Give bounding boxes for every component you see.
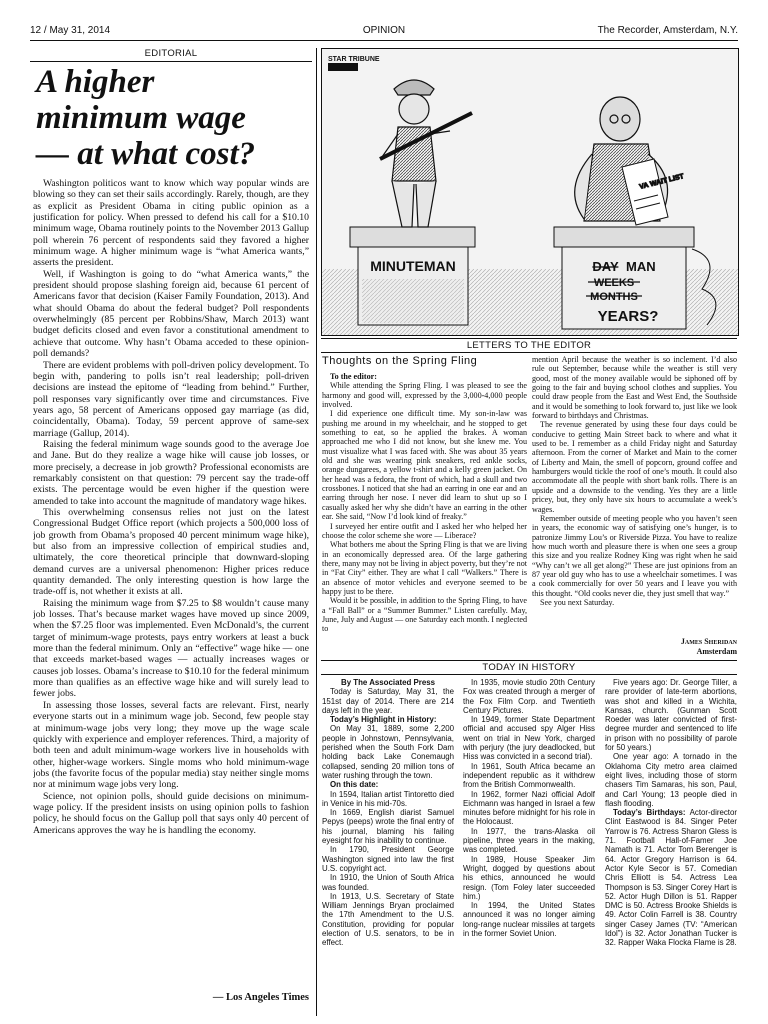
tih-highlight-head: Today’s Highlight in History:	[330, 715, 437, 725]
tih-col-2	[463, 678, 595, 1018]
weeks-label: WEEKS	[593, 277, 635, 289]
tih-entry: In 1935, movie studio 20th Century Fox was created through a merger of the Fox Film Corp. and Twentieth Century Pictures.	[463, 678, 595, 715]
letter-paragraph: See you next Saturday.	[540, 597, 615, 607]
tih-rule-bottom	[321, 674, 737, 675]
months-label: MONTHS	[590, 291, 638, 303]
tih-entry: In 1961, South Africa became an independent republic as it withdrew from the British Commonwealth.	[463, 761, 595, 790]
man-label: MAN	[626, 259, 656, 274]
tih-highlight: On May 31, 1889, some 2,200 people in Johnstown, Pennsylvania, perished when the South Fork Dam holding back Lake Conemaugh collapsed, sending 20 million tons of water rushing through the town.	[322, 724, 454, 780]
letter-paragraph: I did experience one difficult time. My son-in-law was pushing me around in my wheelchair, and he stopped to get something to eat, so he applied the brakes. A woman approached me who I did not know, but she knew me. You must visualize what I was faced with. She was about 35 years old and she was wearing pink sneakers, red ankle socks, orange dungarees, a yellow t-shirt and a kelly green jacket. On her head was a fedora, the front of which, had a skull and two crossbones. I noticed that she had an earring in one ear and an earring through her nose. I never did learn to shut up so I casually asked her why she didn’t have an earring in the other ear. She said, “Now I’d look kind of freaky.”	[322, 409, 527, 522]
tih-intro: Today is Saturday, May 31, the 151st day of 2014. There are 214 days left in the year.	[322, 687, 454, 715]
publication-name: The Recorder, Amsterdam, N.Y.	[597, 25, 738, 36]
tih-entry: In 1989, House Speaker Jim Wright, dogged by questions about his ethics, announced he would resign. (Tom Foley later succeeded him.)	[463, 854, 595, 901]
tih-rule-top	[321, 660, 737, 661]
editorial-paragraph: Science, not opinion polls, should guide decisions on minimum-wage policy. If the president insists on using opinion polls to fashion policy, he should focus on the Gallup poll that says only 40 percent of Americans approves the way he is handling the economy.	[33, 790, 309, 836]
tih-entry: In 1669, English diarist Samuel Pepys (peeps) wrote the final entry of his journal, blaming his failing eyesight for his inability to continue.	[322, 808, 454, 846]
letter-paragraph: Remember outside of meeting people who you haven’t seen in years, the economic way of satisfying one’s hunger, is to patronize Jimmy Lou’s or Riverside Pizza. You have to realize how much worth and pleasure there is when one sees a group this size and you realize Rodney King was right when he said “Why can’t we all get along?” These are just opinions from an 87 year old guy who has to use a wheelchair sometimes. I was a cook commercially for over 50 years and I leave you with this thought. “Old cooks never die, they just smell that way.”	[532, 513, 737, 598]
editorial-paragraph: This overwhelming consensus relies not just on the latest Congressional Budget Office report (which projects a 500,000 loss of job growth from Obama’s proposed 40 percent minimum wage hike), but also from an impressive collection of empirical studies and, ultimately, the core theoretical principle that downward-sloping demand curves are a universal phenomenon: Higher prices reduce quantity demanded. The only interesting question is how large the trade-off is, not whether it exists at all.	[33, 506, 309, 598]
tih-entry: In 1977, the trans-Alaska oil pipeline, three years in the making, was completed.	[463, 826, 595, 855]
tih-birthdays: Actor-director Clint Eastwood is 84. Singer Peter Yarrow is 76. Actress Sharon Gless is 71. Football Hall-of-Famer Joe Namath is 71. Actor Tom Berenger is 64. Actor Gregory Harrison is 64. Actor Kyle Secor is 57. Comedian Chris Elliott is 54. Actress Lea Thompson is 53. Singer Corey Hart is 52. Actor Hugh Dillon is 51. Rapper DMC is 50. Actress Brooke Shields is 49. Actor Colin Farrell is 38. Country singer Casey James (TV: “American Idol”) is 32. Actor Jonathan Tucker is 32. Rapper Waka Flocka Flame is 28.	[605, 808, 737, 948]
letters-rule-top	[321, 338, 737, 339]
letter-paragraph: What bothers me about the Spring Fling is that we are living in an economically depressed area. Of the large gathering there, many may not be living in abject poverty, but they’re not in “Fat City” either. They are what I call “Walkers.” There is an absence of motor vehicles and everyone seemed to be happy just to be there.	[322, 540, 527, 596]
tih-entry: In 1913, U.S. Secretary of State William Jennings Bryan proclaimed the 17th Amendment to the U.S. Constitution, providing for popular election of U.S. senators, to be in effect.	[322, 891, 454, 948]
tih-entry: In 1994, the United States announced it was no longer aiming long-range nuclear missiles at targets in the former Soviet Union.	[463, 901, 595, 939]
cartoon-drawing	[322, 49, 738, 335]
section-name: OPINION	[362, 25, 406, 36]
editorial-headline	[36, 64, 316, 172]
tih-entry: In 1962, former Nazi official Adolf Eichmann was hanged in Israel a few minutes before midnight for his role in the Holocaust.	[463, 789, 595, 827]
tih-byline: By The Associated Press	[341, 678, 435, 687]
letter-signer-town: Amsterdam	[696, 647, 737, 656]
tih-entry: In 1949, former State Department official and accused spy Alger Hiss went on trial in New York, charged with perjury (the jury deadlocked, but Hiss was convicted in a second trial).	[463, 715, 595, 762]
letter-paragraph: Would it be possible, in addition to the Spring Fling, to have a “Fall Ball” or a “Summer Bummer.” Listen carefully. May, June, July and August — one Saturday each month. I neglected to	[322, 596, 527, 634]
tih-entry: In 1790, President George Washington signed into law the first U.S. copyright act.	[322, 845, 454, 873]
tih-col-3	[605, 678, 737, 1018]
tih-col-1	[322, 678, 454, 1018]
letter-paragraph: I surveyed her entire outfit and I asked her who helped her choose the color scheme she wore — Liberace?	[322, 521, 527, 540]
minuteman-label: MINUTEMAN	[370, 258, 456, 274]
letter-signer: James Sheridan	[680, 637, 737, 646]
editorial-paragraph: In assessing those losses, several facts are relevant. First, nearly everyone starts out in a minimum wage job. Second, few people stay at minimum-wage jobs very long; they move up the wage scale quickly with experience and employer references. Third, a majority of both teen and adult minimum-wage workers live in households with other, higher-wage workers. Single moms who hold minimum-wage jobs (the favorite focus of the popular media) stay neither single moms nor at minimum wage jobs very long.	[33, 699, 309, 791]
years-label: YEARS?	[597, 308, 659, 325]
column-divider	[316, 48, 317, 1016]
tih-entry: In 1594, Italian artist Tintoretto died in Venice in his mid-70s.	[322, 789, 454, 808]
editorial-paragraph: Raising the federal minimum wage sounds good to the average Joe and Jane. But do they realize a wage hike will cause job losses, or more precisely, a decrease in job growth? Professional economists are remarkably consistent on that question: 79 percent say the trade-off exists. The percentage would be even higher if the question were amended to take into account the magnitude of mandatory wage hikes.	[33, 438, 309, 507]
letter-paragraph: mention April because the weather is so inclement. I’d also rule out September, because while the weather is still very good, most of the money available would be siphoned off by going to the fair and buying school clothes and supplies. You could draw people from the East and West End, the Southside and it would be something to look forward to, just like we look forward to birthdays and Christmas.	[532, 355, 737, 421]
headline-line-3: — at what cost?	[36, 136, 256, 172]
tih-entry: In 1910, the Union of South Africa was founded.	[322, 873, 454, 892]
editorial-signature: — Los Angeles Times	[212, 992, 309, 1003]
editorial-paragraph: There are evident problems with poll-driven policy development. To begin with, pandering to polls isn’t real leadership; poll-driven decisions are instead the epitome of “leading from behind.” Further, poll responses vary significantly over time and circumstances. Five years ago, 58 percent of Americans opposed gay marriage (as did, coincidentally, Obama). Today, 59 percent approve of same-sex marriage (Gallup, 2014).	[33, 359, 309, 439]
editorial-body	[33, 178, 309, 988]
letter-title: Thoughts on the Spring Fling	[322, 355, 478, 367]
editorial-cartoon	[321, 48, 739, 336]
list-text: VA WAIT LIST	[638, 173, 685, 191]
kicker-rule	[30, 61, 312, 62]
headline-line-2: minimum wage	[36, 100, 246, 136]
tih-birthdays-head: Today’s Birthdays:	[613, 808, 686, 818]
page-number-date: 12 / May 31, 2014	[30, 25, 111, 36]
tih-entry: One year ago: A tornado in the Oklahoma City metro area claimed eight lives, including those of storm chasers Tim Samaras, his son, Paul, and Carl Young; 13 people died in flash flooding.	[605, 752, 737, 808]
editorial-kicker: EDITORIAL	[144, 48, 198, 59]
letter-paragraph: The revenue generated by using these four days could be conducive to getting Main Street back to where and what it used to be. I remember as a child Friday night and Saturday afternoon. From the corner of Market and Main to the corner of Liberty and Main, the smell of popcorn, ground coffee and hamburgers would tickle the roof of one’s mouth. It could also accommodate all the people with short bank rolls. There is an upside and a downside to the vending. Yes they are a little pricey, but, they only have six hours to accumulate a week’s wages.	[532, 420, 737, 514]
editorial-paragraph: Washington politicos want to know which way popular winds are blowing so they can set their sails accordingly. Rarely, though, are they as explicit as President Obama in citing public opinion as a justification for policy. When pressed to defend his call for a $10.10 minimum wage, Obama routinely points to the November 2013 Gallup poll wherein 76 percent of respondents said they favored a higher minimum wage. A higher minimum wage is “what America wants,” asserts the president.	[33, 178, 309, 269]
day-label: DAY	[592, 259, 619, 274]
headline-line-1: A higher	[36, 64, 155, 100]
editorial-paragraph: Raising the minimum wage from $7.25 to $8 wouldn’t cause many job losses. That’s because market wages have moved up since 2009, when the $7.25 floor was implemented. Even McDonald’s, the current target of minimum-wage protests, pays entry workers at least a buck more than the federal minimum. Only an “effective” wage hike — one that exceeds market-based wages — actually increases wages or causes job losses. Obama’s increase to $10.10 for the federal minimum more than qualifies as an effective wage hike and will surely lead to fewer jobs.	[33, 597, 309, 700]
tih-entry: Five years ago: Dr. George Tiller, a rare provider of late-term abortions, was shot and killed in a Wichita, Kansas, church. (Gunman Scott Roeder was later convicted of first-degree murder and sentenced to life in prison with no possibility of parole for 50 years.)	[605, 678, 737, 753]
page-header	[30, 22, 738, 41]
letter-paragraph: While attending the Spring Fling. I was pleased to see the harmony and good will, expressed by the 3,000-4,000 people involved.	[322, 381, 527, 410]
tih-kicker: TODAY IN HISTORY	[482, 662, 576, 673]
editorial-paragraph: Well, if Washington is going to do “what America wants,” the president should propose slashing foreign aid, because 61 percent of Americans favor that decision (Kaiser Family Foundation, 2013). And what should Obama do about the federal budget? Poll respondents overwhelmingly (85 percent per Robbins/Shaw, March 2013) want budget deficits closed and even favor a constitutional amendment to achieve that outcome. Why hasn’t Obama acceded to these opinion-poll demands?	[33, 268, 309, 360]
cartoon-credit: STAR TRIBUNE	[328, 56, 380, 63]
letters-kicker: LETTERS TO THE EDITOR	[466, 340, 592, 351]
letter-body-col-2	[532, 355, 737, 635]
letters-rule-bottom	[321, 352, 737, 353]
minuteman-pedestal	[350, 227, 475, 325]
letter-salutation: To the editor:	[330, 372, 377, 381]
dayman-pedestal	[554, 227, 694, 329]
letter-body-col-1	[322, 372, 527, 660]
tih-on-this-date: On this date:	[330, 780, 379, 790]
